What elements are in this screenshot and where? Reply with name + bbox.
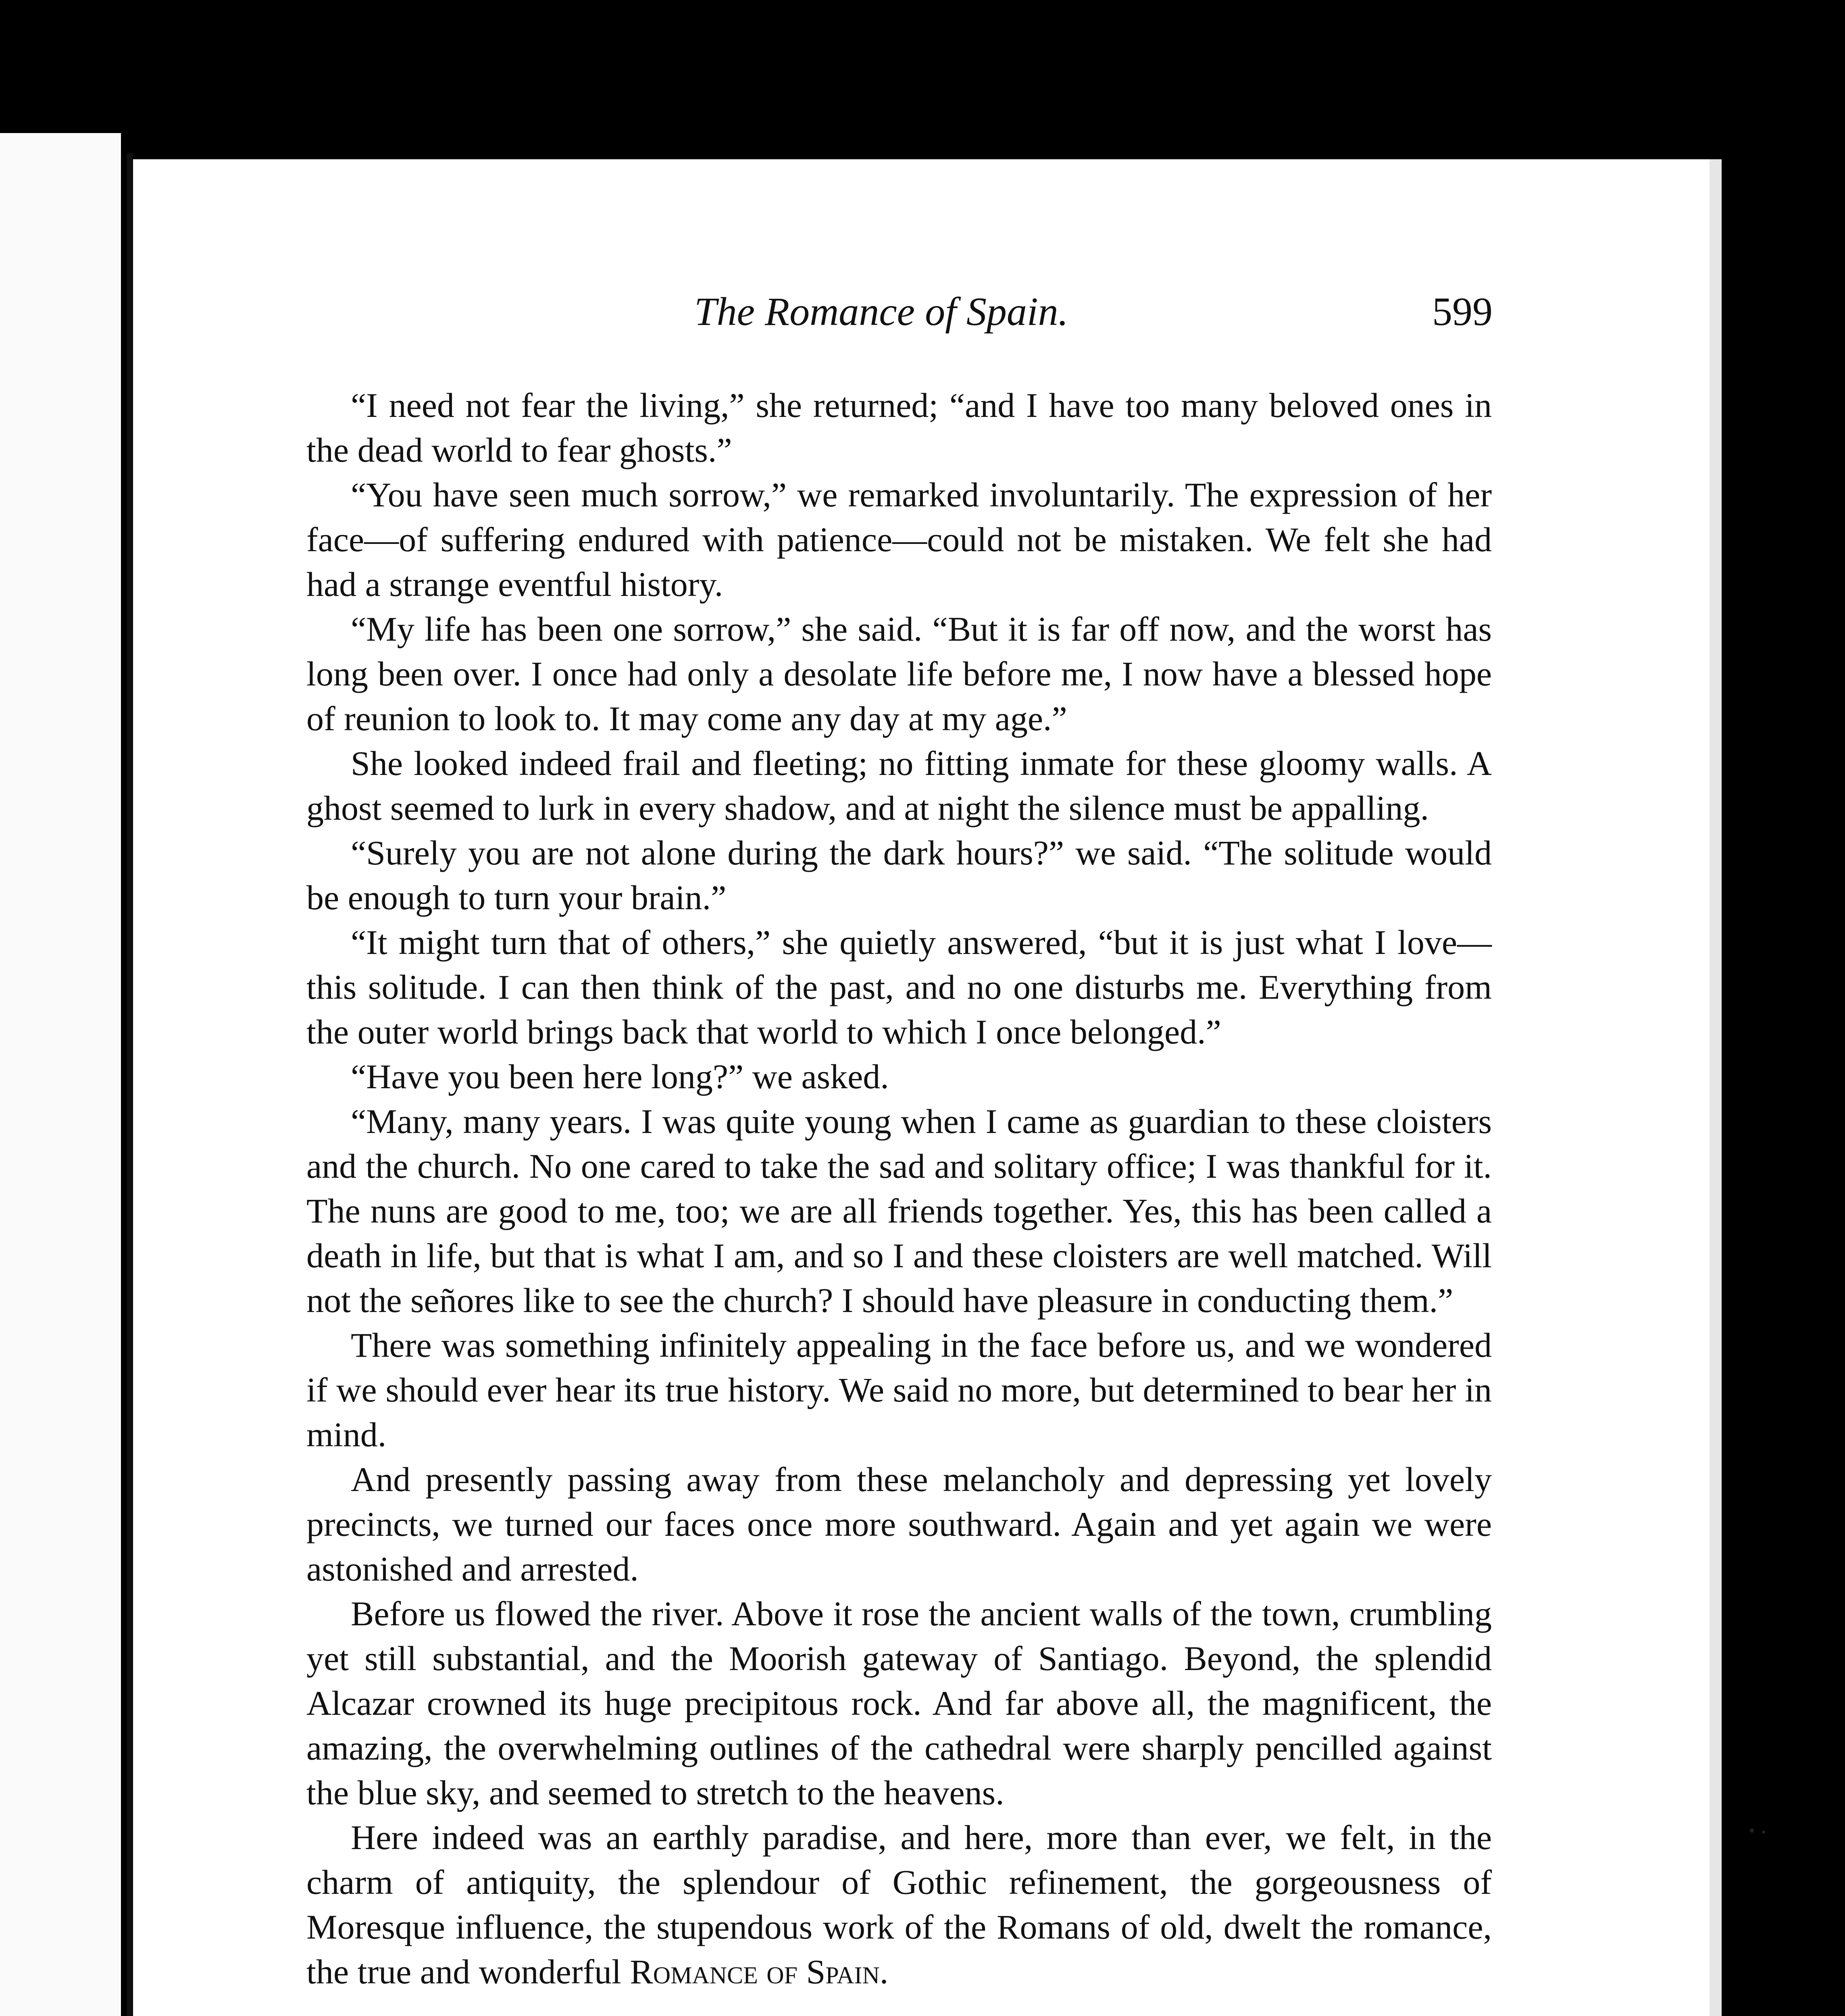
final-paragraph-end: . <box>879 1952 889 1991</box>
paragraph: She looked indeed frail and fleeting; no fitting inmate for these gloomy walls. A ghost seemed to lurk in every shadow, and at night the silence must be appalling. <box>306 744 1492 827</box>
running-title: The Romance of Spain. <box>694 289 1068 334</box>
paragraph: “It might turn that of others,” she quietly answered, “but it is just what I love—this solitude. I can then think of the past, and no one disturbs me. Everything from the outer world brings back that world to which I once belonged.” <box>306 923 1492 1051</box>
paragraph: “Have you been here long?” we asked. <box>351 1057 889 1096</box>
facing-page-edge <box>0 133 121 2016</box>
paragraph: There was something infinitely appealing in the face before us, and we wondered if we should ever hear its true history. We said no more, but determined to bear her in mind. <box>306 1326 1492 1454</box>
page-header <box>307 288 1493 345</box>
final-paragraph <box>306 1815 1492 1994</box>
binding-gutter <box>127 153 133 2016</box>
paragraph: “Surely you are not alone during the dark hours?” we said. “The solitude would be enough to turn your brain.” <box>306 833 1492 917</box>
book-title-small-caps: Romance of Spain <box>630 1952 880 1991</box>
page-number: 599 <box>1432 289 1493 334</box>
scan-speck <box>1750 1829 1754 1833</box>
paragraph: “You have seen much sorrow,” we remarked involuntarily. The expression of her face—of suffering endured with patience—could not be mistaken. We felt she had had a strange eventful history. <box>306 475 1492 604</box>
body-text <box>306 383 1492 1994</box>
scan-speck <box>1762 1831 1765 1834</box>
paragraph: “Many, many years. I was quite young when I came as guardian to these cloisters and the church. No one cared to take the sad and solitary office; I was thankful for it. The nuns are good to me, too; we are all friends together. Yes, this has been called a death in life, but that is what I am, and so I and these cloisters are well matched. Will not the señores like to see the church? I should have pleasure in conducting them.” <box>306 1102 1492 1320</box>
page-edge-shadow <box>1710 159 1722 2016</box>
paragraph: Before us flowed the river. Above it rose the ancient walls of the town, crumbling yet still substantial, and the Moorish gateway of Santiago. Beyond, the splendid Alcazar crowned its huge precipitous rock. And far above all, the magnificent, the amazing, the overwhelming outlines of the cathedral were sharply pencilled against the blue sky, and seemed to stretch to the heavens. <box>306 1594 1492 1812</box>
paragraph: And presently passing away from these melancholy and depressing yet lovely precincts, we turned our faces once more southward. Again and yet again we were astonished and arrested. <box>306 1460 1492 1588</box>
paragraph: “I need not fear the living,” she returned; “and I have too many beloved ones in the dead world to fear ghosts.” <box>306 386 1492 469</box>
final-paragraph-text: Here indeed was an earthly paradise, and here, more than ever, we felt, in the charm of antiquity, the splendour of Gothic refinement, the gorgeousness of Moresque influence, the stupendous work of the Romans of old, dwelt the romance, the true and wonderful <box>306 1818 1492 1991</box>
paragraph: “My life has been one sorrow,” she said. “But it is far off now, and the worst has long been over. I once had only a desolate life before me, I now have a blessed hope of reunion to look to. It may come any day at my age.” <box>306 610 1492 738</box>
